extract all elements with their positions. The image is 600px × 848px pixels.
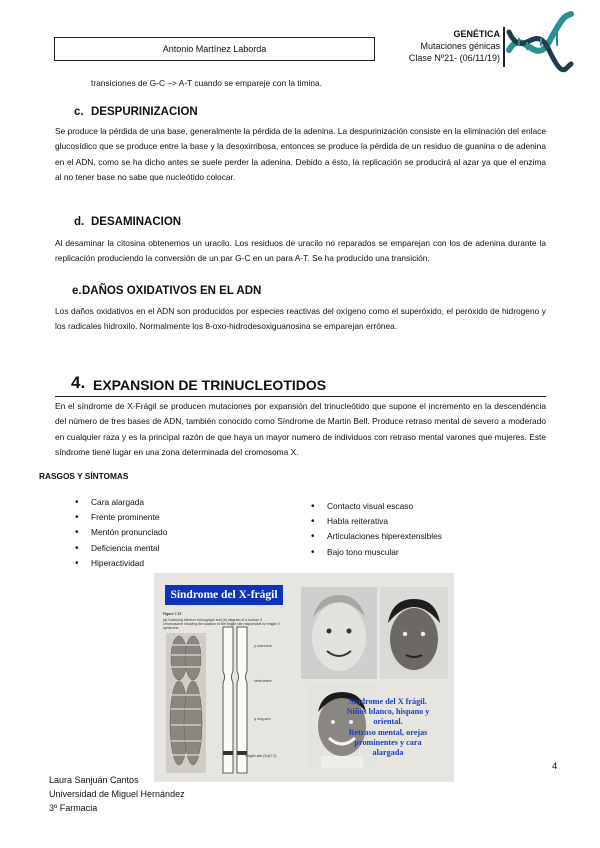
caption-line: Síndrome del X frágil. bbox=[349, 697, 427, 706]
figure-title: Síndrome del X-frágil bbox=[165, 585, 283, 605]
section-d-title: DESAMINACION bbox=[91, 216, 182, 228]
label-long-arm: q long arm bbox=[254, 717, 271, 721]
section-c-letter: c. bbox=[74, 106, 84, 118]
figure-caption bbox=[329, 697, 447, 758]
page-number: 4 bbox=[552, 761, 558, 772]
chromosome-micrograph bbox=[166, 633, 206, 773]
label-short-arm: p short arm bbox=[254, 644, 272, 648]
label-centromere: centromere bbox=[254, 679, 272, 683]
caption-line: oriental. bbox=[373, 717, 403, 727]
fragile-x-figure bbox=[154, 573, 454, 782]
section-4-text: En el síndrome de X-Frágil se producen mutaciones por expansión del trinucleótido que supone el incremento en la descendencia del número de tres bases de ADN, también conocido como Síndrome de Martin Bell. Produce retraso mental de severo a moderado en cualquier raza y es la principal razón de que haya un mayor numero de individuos con retraso mental varones que mujeres. Este síndrome tiene lugar en una zona determinada del cromosoma X. bbox=[55, 401, 546, 457]
caption-line: Retraso mental, orejas bbox=[348, 727, 428, 737]
header-class: Clase Nº21- (06/11/19) bbox=[408, 53, 500, 63]
author-box: Antonio Martínez Laborda bbox=[54, 37, 375, 61]
photo-child-2 bbox=[380, 587, 448, 679]
intro-line: transiciones de G-C –> A-T cuando se empareje con la timina. bbox=[91, 78, 322, 88]
caption-line: prominentes y cara bbox=[354, 737, 422, 747]
footer-name: Laura Sanjuán Cantos bbox=[49, 775, 139, 785]
footer-course: 3º Farmacia bbox=[49, 803, 98, 813]
caption-line: alargada bbox=[372, 748, 404, 758]
figure-description: (a) Scanning electron micrograph and (b) diagram of a human X chromosome showing the location of the fragile site responsible for fragile X syndrome. bbox=[163, 618, 281, 630]
dna-helix-icon bbox=[505, 6, 575, 74]
list-item: • Hiperactividad bbox=[75, 556, 275, 571]
list-item: • Contacto visual escaso bbox=[311, 499, 531, 514]
section-4-title: EXPANSION DE TRINUCLEOTIDOS bbox=[93, 377, 327, 393]
photo-child-1 bbox=[301, 587, 377, 679]
section-e-title: DAÑOS OXIDATIVOS EN EL ADN bbox=[82, 285, 262, 297]
list-item: • Mentón pronunciado bbox=[75, 525, 275, 540]
list-item: • Deficiencia mental bbox=[75, 541, 275, 556]
symptoms-heading: RASGOS Y SÍNTOMAS bbox=[39, 471, 129, 481]
header-subject: GENÉTICA bbox=[453, 29, 500, 39]
section-4-rule bbox=[55, 396, 546, 397]
list-item: • Frente prominente bbox=[75, 510, 275, 525]
section-d-text: Al desaminar la citosina obtenemos un uracilo. Los residuos de uracilo no reparados se emparejan con los de adenina durante la replicación produciendo la conversión de un par G-C en un para A-T. Se ha producido una transición. bbox=[55, 238, 546, 264]
footer-university: Universidad de Miguel Hernández bbox=[49, 789, 185, 799]
section-c-text: Se produce la pérdida de una base, generalmente la pérdida de la adenina. La despurinización consiste en la eliminación del enlace glucosídico que se produce entre la base y la desoxirribosa, entonces se produce la pérdida de un residuo de guanina o de adenina en el ADN, como se ha dicho antes se suele perder la adenina. Debido a ésto, la replicación se producirá al azar ya que el enzima al no tener base no sabe que nucleótido colocar. bbox=[55, 126, 546, 182]
section-e-text: Los daños oxidativos en el ADN son producidos por especies reactivas del oxígeno como el superóxido, el peróxido de hidrogeno y los radicales hidroxilo. Normalmente los 8-oxo-hidrodesoxiguanosina se emparejan errónea. bbox=[55, 306, 546, 332]
section-d-letter: d. bbox=[74, 216, 85, 228]
symptoms-list-right bbox=[311, 499, 531, 560]
figure-label: Figure 7.37 bbox=[163, 612, 182, 616]
caption-line: Niños blanco, hispano y bbox=[346, 707, 430, 717]
symptoms-list-left bbox=[75, 495, 275, 571]
list-item: • Cara alargada bbox=[75, 495, 275, 510]
section-c-title: DESPURINIZACION bbox=[91, 106, 198, 118]
list-item: • Articulaciones hiperextensibles bbox=[311, 529, 531, 544]
section-e-letter: e. bbox=[72, 285, 82, 297]
section-4-number: 4. bbox=[71, 373, 86, 392]
label-fragile-site: Fragile site (Xq27.3) bbox=[245, 754, 277, 758]
list-item: • Habla reiterativa bbox=[311, 514, 531, 529]
header-topic: Mutaciones génicas bbox=[420, 41, 500, 51]
list-item: • Bajo tono muscular bbox=[311, 545, 531, 560]
